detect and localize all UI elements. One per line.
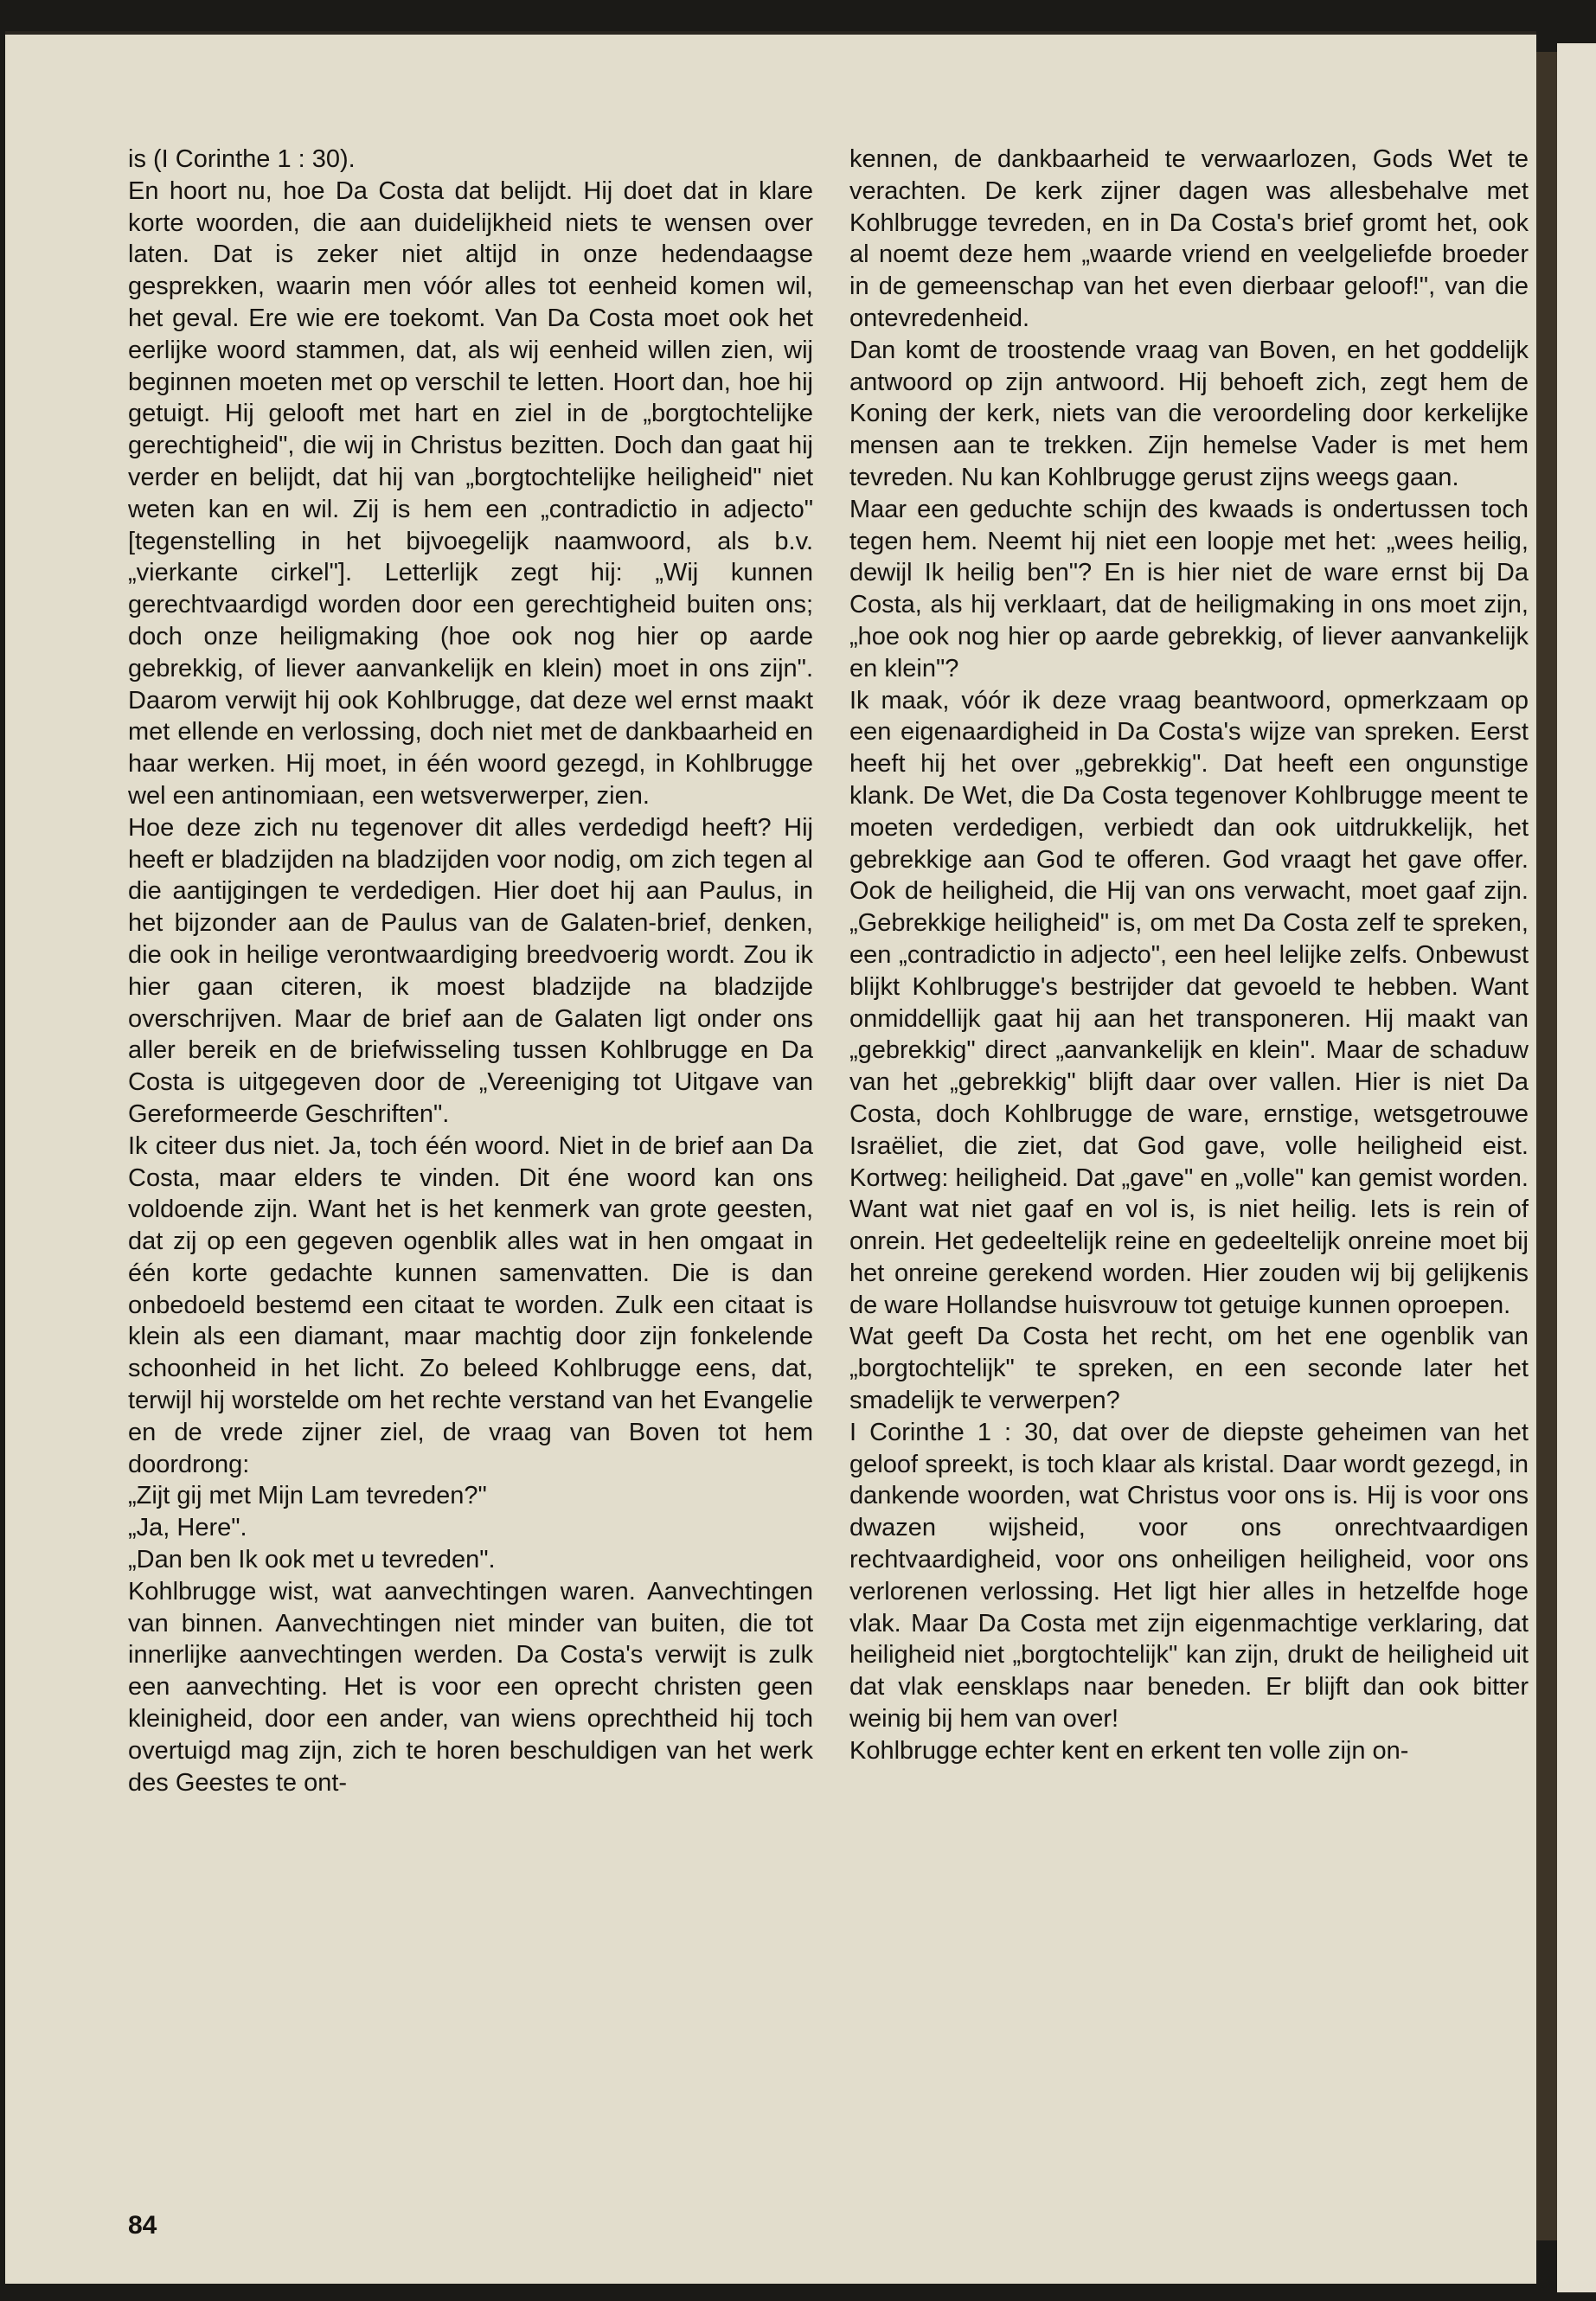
page-number: 84 xyxy=(128,2211,157,2240)
paragraph: Ik maak, vóór ik deze vraag beantwoord, opmerkzaam op een eigenaardigheid in Da Costa's wijze van spreken. Eerst heeft hij het over „gebrekkig". Dat heeft een ongunstige klank. De Wet, die Da Costa tegenover Kohlbrugge meent te moeten verdedigen, verbiedt dan ook uitdrukkelijk, het gebrekkige aan God te offeren. God vraagt het gave offer. Ook de heiligheid, die Hij van ons verwacht, moet gaaf zijn. „Gebrekkige heiligheid" is, om met Da Costa zelf te spreken, een „contradictio in adjecto", een heel lelijke zelfs. Onbewust blijkt Kohlbrugge's bestrijder dat gevoeld te hebben. Want onmiddellijk gaat hij aan het transponeren. Hij maakt van „gebrekkig" direct „aanvankelijk en klein". Maar de schaduw van het „gebrekkig" blijft daar over vallen. Hier is niet Da Costa, doch Kohlbrugge de ware, ernstige, wetsgetrouwe Israëliet, die ziet, dat God gave, volle heiligheid eist. Kortweg: heiligheid. Dat „gave" en „volle" kan gemist worden. Want wat niet gaaf en vol is, is niet heilig. Iets is rein of onrein. Het gedeeltelijk reine en gedeeltelijk onreine moet bij het onreine gerekend worden. Hier zouden wij bij gelijkenis de ware Hollandse huisvrouw tot getuige kunnen oproepen. xyxy=(849,686,1529,1319)
page-edge xyxy=(1557,43,1596,2292)
paragraph: Maar een geduchte schijn des kwaads is ondertussen toch tegen hem. Neemt hij niet een loopje met het: „wees heilig, dewijl Ik heilig ben"? En is hier niet de ware ernst bij Da Costa, als hij verklaart, dat de heiligmaking in ons moet zijn, „hoe ook nog hier op aarde gebrekkig, of liever aanvankelijk en klein"? xyxy=(849,495,1529,683)
paragraph: Hoe deze zich nu tegenover dit alles verdedigd heeft? Hij heeft er bladzijden na bladzijden voor nodig, om zich tegen al die aantijgingen te verdedigen. Hier doet hij aan Paulus, in het bijzonder aan de Paulus van de Galaten-brief, denken, die ook in heilige verontwaardiging breedvoerig wordt. Zou ik hier gaan citeren, ik moest bladzijde na bladzijde overschrijven. Maar de brief aan de Galaten ligt onder ons aller bereik en de briefwisseling tussen Kohlbrugge en Da Costa is uitgegeven door de „Vereeniging tot Uitgave van Gereformeerde Geschriften". xyxy=(128,813,813,1128)
paragraph: Kohlbrugge wist, wat aanvechtingen waren. Aanvechtingen van binnen. Aanvechtingen niet minder van buiten, die tot innerlijke aanvechtingen werden. Da Costa's verwijt is zulk een aanvechting. Het is voor een oprecht christen geen kleinigheid, door een ander, van wiens oprechtheid hij toch overtuigd mag zijn, zich te horen beschuldigen van het werk des Geestes te ont- xyxy=(128,1577,813,1797)
paragraph: kennen, de dankbaarheid te verwaarlozen, Gods Wet te verachten. De kerk zijner dagen was allesbehalve met Kohlbrugge tevreden, en in Da Costa's brief gromt het, ook al noemt deze hem „waarde vriend en veelgeliefde broeder in de gemeenschap van het even dierbaar geloof!", van die ontevredenheid. xyxy=(849,145,1529,332)
paragraph: Ik citeer dus niet. Ja, toch één woord. Niet in de brief aan Da Costa, maar elders te vinden. Dit éne woord kan ons voldoende zijn. Want het is het kenmerk van grote geesten, dat zij op een gegeven ogenblik alles wat in hen omgaat in één korte gedachte kunnen samenvatten. Die is dan onbedoeld bestemd een citaat te worden. Zulk een citaat is klein als een diamant, maar machtig door zijn fonkelende schoonheid in het licht. Zo beleed Kohlbrugge eens, dat, terwijl hij worstelde om het rechte verstand van het Evangelie en de vrede zijner ziel, de vraag van Boven tot hem doordrong: xyxy=(128,1131,813,1478)
quote-line: „Ja, Here". xyxy=(128,1514,247,1542)
right-column xyxy=(849,144,1529,1767)
paragraph: I Corinthe 1 : 30, dat over de diepste geheimen van het geloof spreekt, is toch klaar als kristal. Daar wordt gezegd, in dankende woorden, wat Christus voor ons is. Hij is voor ons dwazen wijsheid, voor ons onrechtvaardigen rechtvaardigheid, voor ons onheiligen heiligheid, voor ons verlorenen verlossing. Het ligt hier alles in hetzelfde hoge vlak. Maar Da Costa met zijn eigenmachtige verklaring, dat heiligheid niet „borgtochtelijk" kan zijn, drukt de heiligheid uit dat vlak eensklaps naar beneden. Er blijft dan ook bitter weinig bij hem van over! xyxy=(849,1418,1529,1734)
paragraph: Dan komt de troostende vraag van Boven, en het goddelijk antwoord op zijn antwoord. Hij behoeft zich, zegt hem de Koning der kerk, niets van die veroordeling door kerkelijke mensen aan te trekken. Zijn hemelse Vader is met hem tevreden. Nu kan Kohlbrugge gerust zijns weegs gaan. xyxy=(849,336,1529,491)
paragraph: Kohlbrugge echter kent en erkent ten volle zijn on- xyxy=(849,1736,1409,1765)
quote-line: „Dan ben Ik ook met u tevreden". xyxy=(128,1546,496,1574)
paragraph: Wat geeft Da Costa het recht, om het ene ogenblik van „borgtochtelijk" te spreken, en een seconde later het smadelijk te verwerpen? xyxy=(849,1323,1529,1415)
paragraph: is (I Corinthe 1 : 30). xyxy=(128,145,356,173)
paragraph: En hoort nu, hoe Da Costa dat belijdt. Hij doet dat in klare korte woorden, die aan duidelijkheid niets te wensen over laten. Dat is zeker niet altijd in onze hedendaagse gesprekken, waarin men vóór alles tot eenheid komen wil, het geval. Ere wie ere toekomt. Van Da Costa moet ook het eerlijke woord stammen, dat, als wij eenheid willen zien, wij beginnen moeten met op verschil te letten. Hoort dan, hoe hij getuigt. Hij gelooft met hart en ziel in de „borgtochtelijke gerechtigheid", die wij in Christus bezitten. Doch dan gaat hij verder en belijdt, dat hij van „borgtochtelijke heiligheid" niet weten kan en wil. Zij is hem een „contradictio in adjecto" [tegenstelling in het bijvoegelijk naamwoord, als b.v. „vierkante cirkel"]. Letterlijk zegt hij: „Wij kunnen gerechtvaardigd worden door een gerechtigheid buiten ons; doch onze heiligmaking (hoe ook nog hier op aarde gebrekkig, of liever aanvankelijk en klein) moet in ons zijn". Daarom verwijt hij ook Kohlbrugge, dat deze wel ernst maakt met ellende en verlossing, doch niet met de dankbaarheid en haar werken. Hij moet, in één woord gezegd, in Kohlbrugge wel een antinomiaan, een wetsverwerper, zien. xyxy=(128,176,813,810)
left-column xyxy=(128,144,813,1798)
quote-line: „Zijt gij met Mijn Lam tevreden?" xyxy=(128,1482,487,1510)
